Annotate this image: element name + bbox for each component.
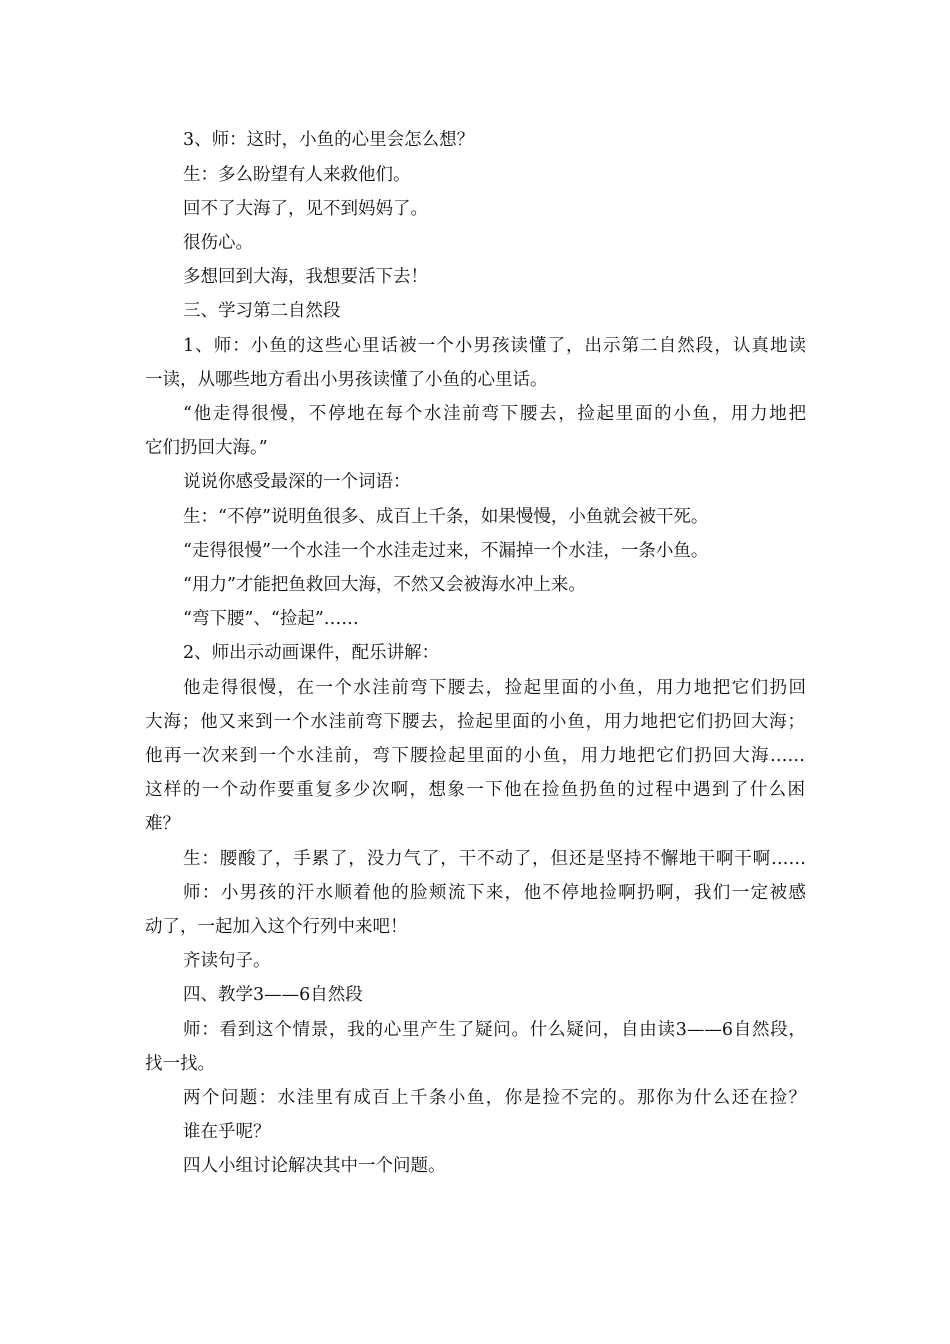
text-line: 大海；他又来到一个水洼前弯下腰去，捡起里面的小鱼，用力地把它们扔回大海； [145,712,805,732]
section-heading: 四、教学3——6自然段 [183,985,363,1005]
text-line: 1、师：小鱼的这些心里话被一个小男孩读懂了，出示第二自然段，认真地读 [183,336,806,356]
text-line: 两个问题：水洼里有成百上千条小鱼，你是捡不完的。那你为什么还在捡？ [183,1088,806,1108]
section-heading: 三、学习第二自然段 [183,301,341,321]
text-line: “弯下腰”、“捡起”…… [183,609,359,629]
text-line: 多想回到大海，我想要活下去！ [183,267,428,287]
text-line: “走得很慢”一个水洼一个水洼走过来，不漏掉一个水洼，一条小鱼。 [183,541,709,561]
text-line: 他再一次来到一个水洼前，弯下腰捡起里面的小鱼，用力地把它们扔回大海…… [145,746,805,766]
text-line: 四人小组讨论解决其中一个问题。 [183,1156,446,1176]
text-line: “用力”才能把鱼救回大海，不然又会被海水冲上来。 [183,575,586,595]
text-line: 生：腰酸了，手累了，没力气了，干不动了，但还是坚持不懈地干啊干啊…… [183,849,806,869]
text-line: 生：多么盼望有人来救他们。 [183,165,411,185]
text-line: 很伤心。 [183,233,253,253]
text-line: 师：看到这个情景，我的心里产生了疑问。什么疑问，自由读3——6自然段， [183,1020,806,1040]
text-line: 找一找。 [145,1054,215,1074]
text-line: 说说你感受最深的一个词语： [183,472,411,492]
text-line: 动了，一起加入这个行列中来吧！ [145,917,408,937]
text-line: 这样的一个动作要重复多少次啊，想象一下他在捡鱼扔鱼的过程中遇到了什么困 [145,780,805,800]
text-line: 他走得很慢，在一个水洼前弯下腰去，捡起里面的小鱼，用力地把它们扔回 [183,678,806,698]
text-line: “他走得很慢，不停地在每个水洼前弯下腰去，捡起里面的小鱼，用力地把 [183,404,806,424]
text-line: 师：小男孩的汗水顺着他的脸颊流下来，他不停地捡啊扔啊，我们一定被感 [183,883,806,903]
text-line: 它们扔回大海。” [145,438,268,458]
text-line: 生：“不停”说明鱼很多、成百上千条，如果慢慢，小鱼就会被干死。 [183,507,709,527]
text-line: 谁在乎呢？ [183,1122,271,1142]
text-line: 一读，从哪些地方看出小男孩读懂了小鱼的心里话。 [145,370,548,390]
text-line: 难？ [145,814,180,834]
text-line: 3、师：这时，小鱼的心里会怎么想？ [183,130,475,150]
text-line: 齐读句子。 [183,951,271,971]
text-line: 回不了大海了，见不到妈妈了。 [183,199,428,219]
text-line: 2、师出示动画课件，配乐讲解： [183,643,440,663]
